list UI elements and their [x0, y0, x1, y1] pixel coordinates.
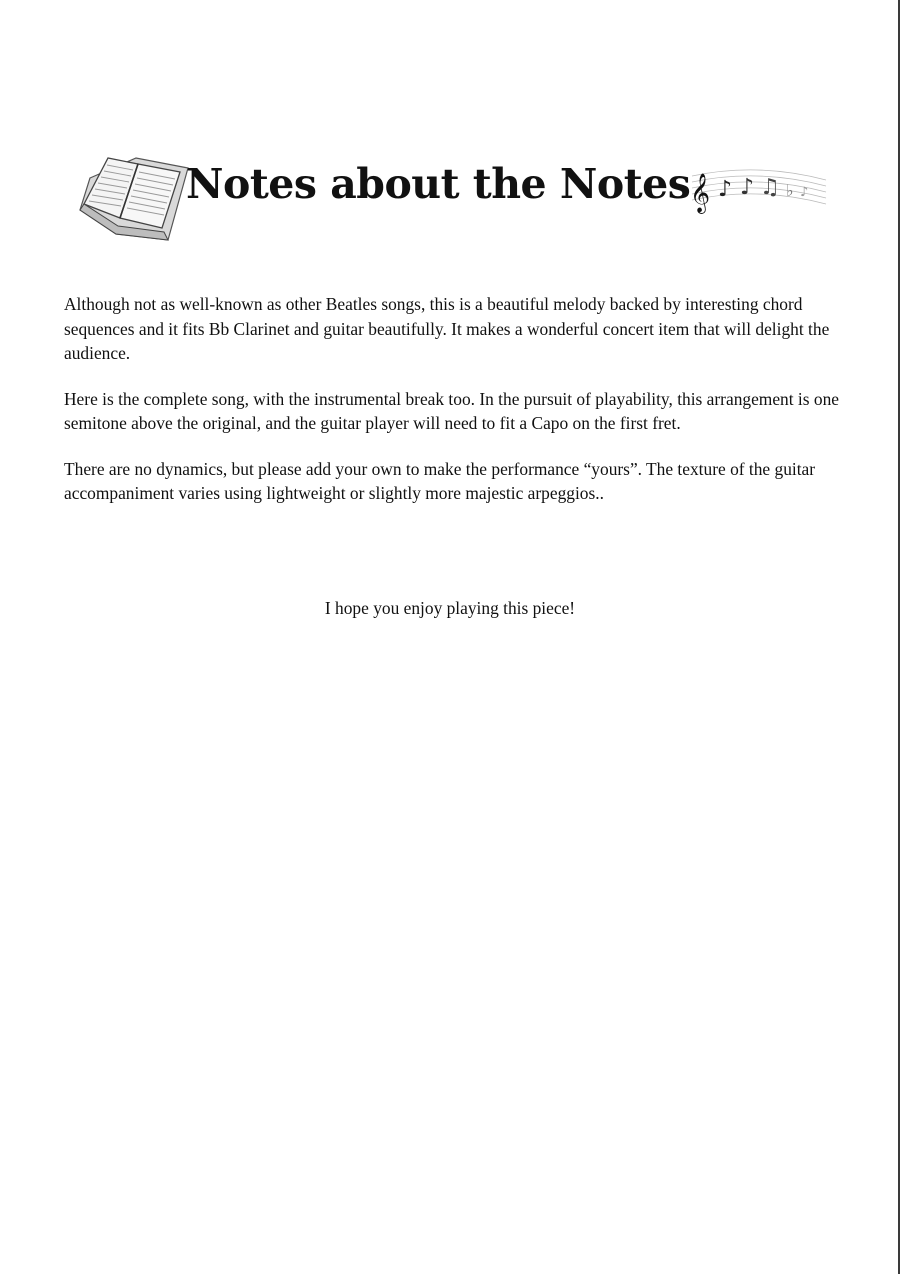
paragraph-2: Here is the complete song, with the instrumental break too. In the pursuit of playability, this arrangement is one semitone above the original, and the guitar player will need to fit a Capo on the first fret. — [64, 388, 839, 433]
svg-text:♪: ♪ — [740, 175, 755, 200]
paragraph-3: There are no dynamics, but please add your own to make the performance “yours”. The texture of the guitar accompaniment varies using lightweight or slightly more majestic arpeggios.. — [64, 458, 816, 503]
page-header — [76, 148, 836, 248]
open-book-icon — [76, 148, 192, 244]
svg-text:♪: ♪ — [718, 177, 733, 202]
paragraph-1: Although not as well-known as other Beatles songs, this is a beautiful melody backed by interesting chord sequences and it fits Bb Clarinet and guitar beautifully. It makes a wonderful concert item that will delight the audience. — [64, 294, 830, 363]
svg-text:𝄞: 𝄞 — [690, 173, 711, 213]
svg-text:♭: ♭ — [786, 181, 794, 200]
page-title: Notes about the Notes — [186, 160, 691, 208]
svg-text:♫: ♫ — [760, 175, 780, 200]
music-notes-icon — [688, 158, 828, 214]
closing-line: I hope you enjoy playing this piece! — [324, 598, 576, 618]
body-text — [64, 292, 844, 527]
svg-text:♪: ♪ — [800, 185, 809, 200]
